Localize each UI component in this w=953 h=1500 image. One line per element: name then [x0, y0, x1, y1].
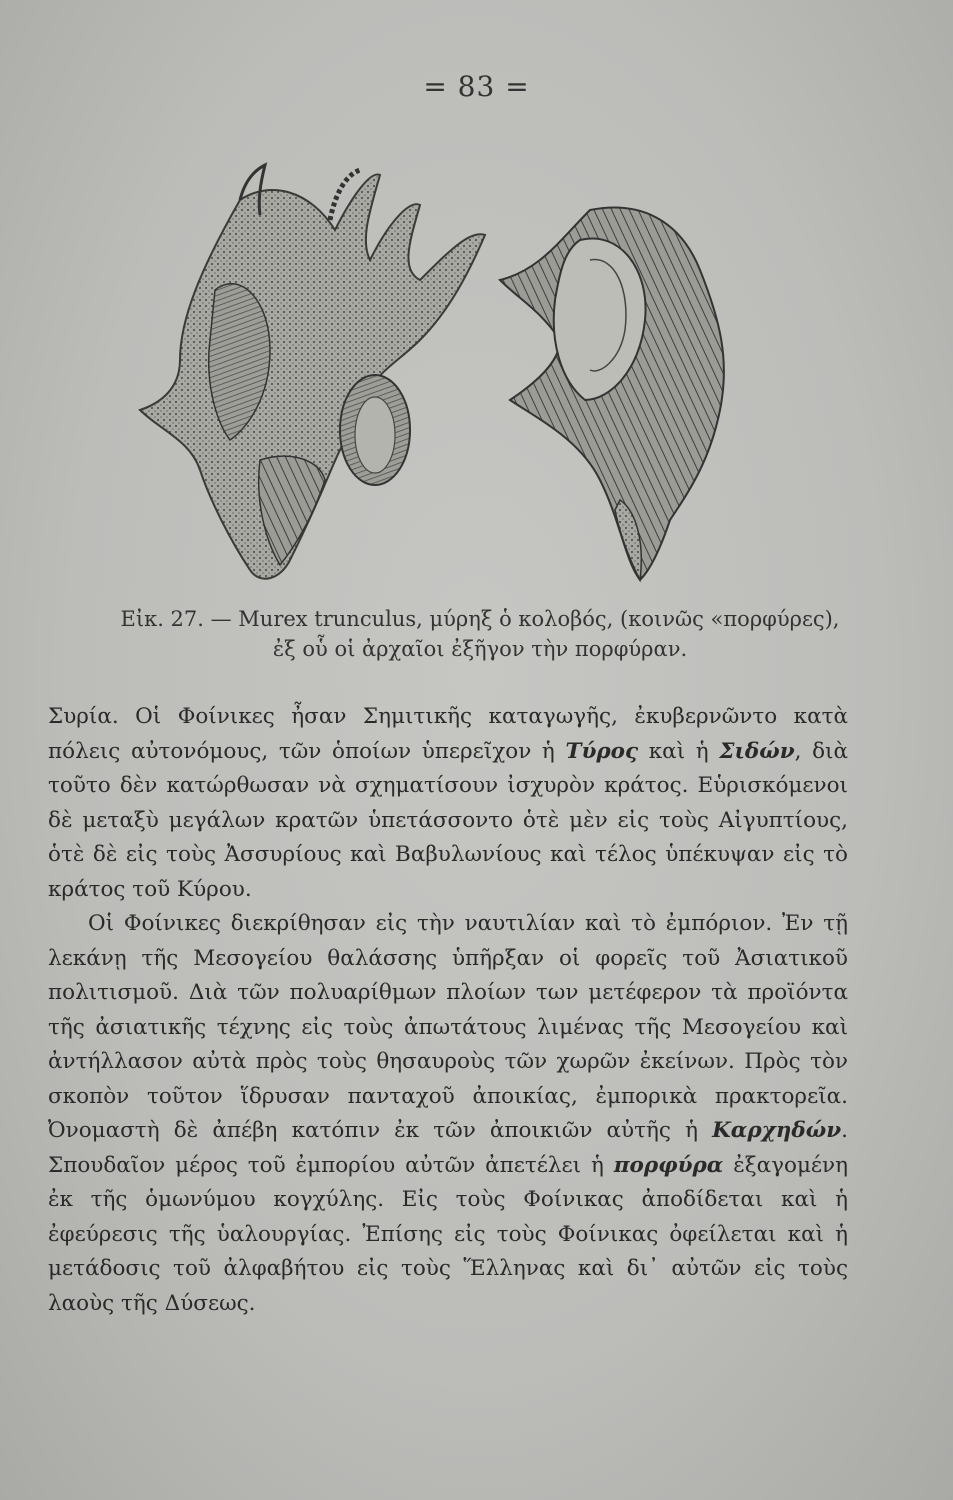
body-text — [48, 700, 848, 1321]
emphasis-tyre: Τύρος — [565, 738, 639, 764]
paragraph-2 — [48, 907, 848, 1321]
figure-caption — [60, 604, 900, 664]
paragraph-1-part-1: Συρία. Οἱ Φοίνικες ἦσαν Σημιτικῆς καταγωγῆς, ἐκυβερνῶντο κατὰ πόλεις αὐτονόμους, τῶν ὁποίων ὑπερεῖχον ἡ — [48, 704, 848, 764]
emphasis-sidon: Σιδών — [719, 738, 795, 764]
paragraph-2-part-1: Οἱ Φοίνικες διεκρίθησαν εἰς τὴν ναυτιλίαν καὶ τὸ ἐμπόριον. Ἐν τῇ λεκάνῃ τῆς Μεσογείου θαλάσσης ὑπῆρξαν οἱ φορεῖς τοῦ Ἀσιατικοῦ πολιτισμοῦ. Διὰ τῶν πολυαρίθμων πλοίων των μετέφερον τὰ προϊόντα τῆς ἀσιατικῆς τέχνης εἰς τοὺς ἀπωτάτους λιμένας τῆς Μεσογείου καὶ ἀντήλλασον αὐτὰ πρὸς τοὺς θησαυροὺς τῶν χωρῶν ἐκείνων. Πρὸς τὸν σκοπὸν τοῦτον ἵδρυσαν πανταχοῦ ἀποικίας, ἐμπορικὰ πρακτορεῖα. Ὀνομαστὴ δὲ ἀπέβη κατόπιν ἐκ τῶν ἀποικιῶν αὐτῆς ἡ — [48, 911, 848, 1143]
paragraph-1-part-3: , διὰ τοῦτο δὲν κατώρθωσαν νὰ σχηματίσουν ἰσχυρὸν κράτος. Εὑρισκόμενοι δὲ μεταξὺ μεγάλων κρατῶν ὑπετάσσοντο ὁτὲ μὲν εἰς τοὺς Αἰγυπτίους, ὁτὲ δὲ εἰς τοὺς Ἀσσυρίους καὶ Βαβυλωνίους καὶ τέλος ὑπέκυψαν εἰς τὸ κράτος τοῦ Κύρου. — [48, 738, 849, 902]
emphasis-porphyra: πορφύρα — [613, 1152, 724, 1178]
paragraph-2-part-2: . Σπουδαῖον μέρος τοῦ ἐμπορίου αὐτῶν ἀπετέλει ἡ — [48, 1118, 848, 1178]
paragraph-1 — [48, 700, 848, 907]
left-shell — [140, 165, 485, 579]
paragraph-1-part-2: καὶ ἡ — [638, 738, 720, 764]
page-number: = 83 = — [423, 70, 530, 103]
caption-line-1: Εἰκ. 27. — Murex trunculus, μύρηξ ὁ κολοβός, (κοινῶς «πορφύρες), — [120, 607, 840, 631]
caption-line-2: ἐξ οὗ οἱ ἀρχαῖοι ἐξῆγον τὴν πορφύραν. — [272, 637, 688, 661]
right-shell — [500, 208, 724, 581]
emphasis-carthage: Καρχηδών — [712, 1118, 842, 1143]
shell-illustration — [120, 160, 800, 600]
paragraph-2-part-3: ἐξαγομένη ἐκ τῆς ὁμωνύμου κογχύλης. Εἰς τοὺς Φοίνικας ἀποδίδεται καὶ ἡ ἐφεύρεσις τῆς ὑαλουργίας. Ἐπίσης εἰς τοὺς Φοίνικας ὀφείλεται καὶ ἡ μετάδοσις τοῦ ἀλφαβήτου εἰς τοὺς Ἕλληνας καὶ δι᾽ αὐτῶν εἰς τοὺς λαοὺς τῆς Δύσεως. — [48, 1152, 849, 1316]
murex-shells-drawing — [120, 160, 800, 600]
